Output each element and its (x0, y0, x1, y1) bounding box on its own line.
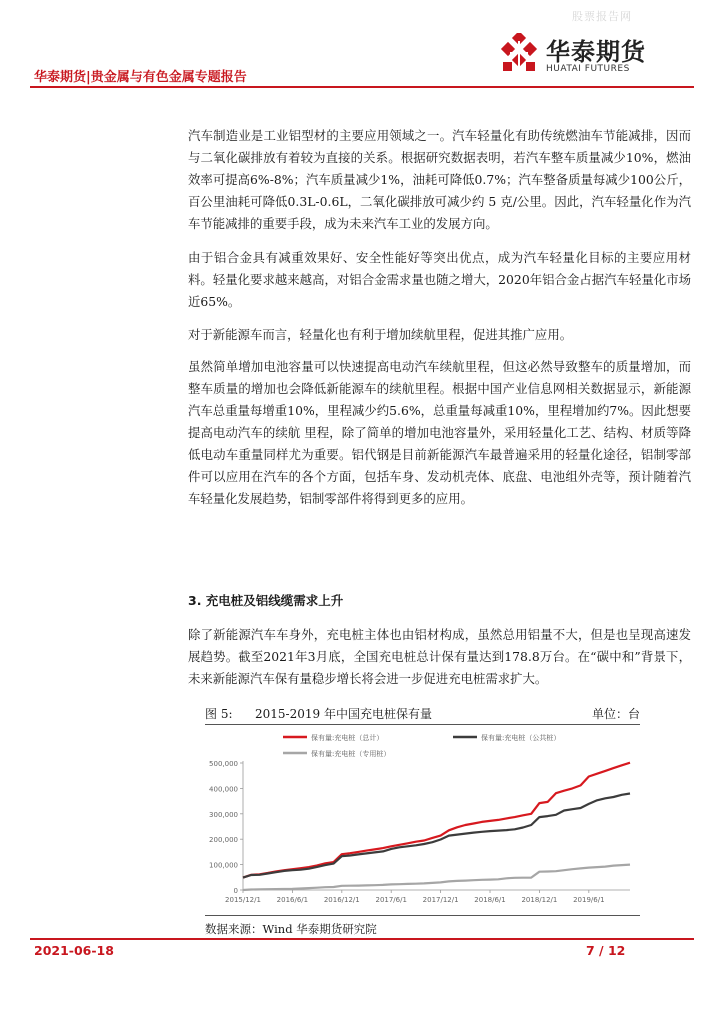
paragraph-text: 除了新能源汽车车身外，充电桩主体也由铝材构成，虽然总用铝量不大，但是也呈现高速发展趋势。截至2021年3月底，全国充电桩总计保有量达到178.8万台。在“碳中和”背景下，未来新能源汽车保有量稳步增长将会进一步促进充电桩需求扩大。 (188, 627, 691, 686)
legend-label: 保有量:充电桩（专用桩） (311, 750, 391, 758)
x-tick-label: 2018/6/1 (474, 896, 506, 904)
x-tick-label: 2019/6/1 (573, 896, 605, 904)
figure-label: 图 5: (205, 707, 233, 721)
watermark: 股票报告网 (572, 10, 632, 23)
legend-label: 保有量:充电桩（总计） (311, 734, 384, 742)
section-heading: 3. 充电桩及铝线缆需求上升 (188, 593, 344, 608)
charging-pile-line-chart (205, 727, 640, 913)
x-tick-label: 2018/12/1 (521, 896, 558, 904)
company-logo (500, 33, 650, 78)
footer-date: 2021-06-18 (34, 943, 114, 958)
figure-bottom-rule (205, 915, 640, 916)
data-source: 数据来源：Wind 华泰期货研究院 (205, 922, 377, 936)
paragraph-text: 汽车制造业是工业铝型材的主要应用领域之一。汽车轻量化有助传统燃油车节能减排，因而与二氧化碳排放有着较为直接的关系。根据研究数据表明，若汽车整车质量减少10%，燃油效率可提高6%-8%；汽车质量减少1%，油耗可降低0.7%；汽车整备质量每减少100公斤，百公里油耗可降低0.3L-0.6L，二氧化碳排放可减少约 5 克/公里。因此，汽车轻量化作为汽车节能减排的重要手段，成为未来汽车工业的发展方向。 (188, 128, 691, 231)
logo-english-name: HUATAI FUTURES (546, 64, 630, 74)
y-tick-label: 500,000 (209, 760, 238, 768)
paragraph-text: 虽然简单增加电池容量可以快速提高电动汽车续航里程，但这必然导致整车的质量增加，而整车质量的增加也会降低新能源车的续航里程。根据中国产业信息网相关数据显示，新能源汽车总重量每增重10%，里程减少约5.6%，总重量每减重10%，里程增加约7%。因此想要提高电动汽车的续航 里程，除了简单的增加电池容量外，采用轻量化工艺、结构、材质等降低电动车重量同样尤为重要。铝代钢是目前新能源汽车最普遍采用的轻量化途径，铝制零部件可以应用在汽车的各个方面，包括车身、发动机壳体、底盘、电池组外壳等，预计随着汽车轻量化发展趋势，铝制零部件将得到更多的应用。 (188, 359, 691, 506)
figure-title: 2015-2019 年中国充电桩保有量 (255, 707, 432, 721)
footer-divider (30, 938, 694, 940)
paragraph-text: 对于新能源车而言，轻量化也有利于增加续航里程，促进其推广应用。 (188, 327, 573, 342)
x-tick-label: 2017/12/1 (422, 896, 459, 904)
section-paragraph (188, 624, 691, 690)
body-paragraph-3 (188, 324, 691, 346)
series-line-1 (243, 794, 630, 878)
body-paragraph-1 (188, 125, 691, 235)
x-tick-label: 2016/6/1 (276, 896, 309, 904)
y-tick-label: 200,000 (209, 836, 238, 845)
report-header-title: 华泰期货|贵金属与有色金属专题报告 (34, 70, 247, 85)
x-tick-label: 2015/12/1 (225, 896, 261, 904)
footer-page-number: 7 / 12 (586, 943, 626, 958)
figure-unit: 单位：台 (591, 707, 640, 721)
figure-header (205, 705, 640, 723)
series-line-0 (243, 763, 630, 878)
body-paragraph-4 (188, 356, 691, 510)
y-tick-label: 100,000 (209, 861, 238, 870)
figure-top-rule (205, 724, 640, 725)
paragraph-text: 由于铝合金具有减重效果好、安全性能好等突出优点，成为汽车轻量化目标的主要应用材料。轻量化要求越来越高，对铝合金需求量也随之增大，2020年铝合金占据汽车轻量化市场近65%。 (188, 250, 691, 309)
body-paragraph-2 (188, 247, 691, 313)
y-tick-label: 0 (233, 887, 238, 895)
header-divider (30, 86, 694, 88)
y-tick-label: 400,000 (209, 785, 238, 794)
legend-label: 保有量:充电桩（公共桩） (481, 734, 561, 742)
x-tick-label: 2016/12/1 (323, 896, 360, 904)
logo-chinese-name: 华泰期货 (546, 38, 646, 66)
y-tick-label: 300,000 (209, 810, 238, 819)
x-tick-label: 2017/6/1 (375, 896, 407, 904)
huatai-logo-icon (500, 33, 538, 73)
